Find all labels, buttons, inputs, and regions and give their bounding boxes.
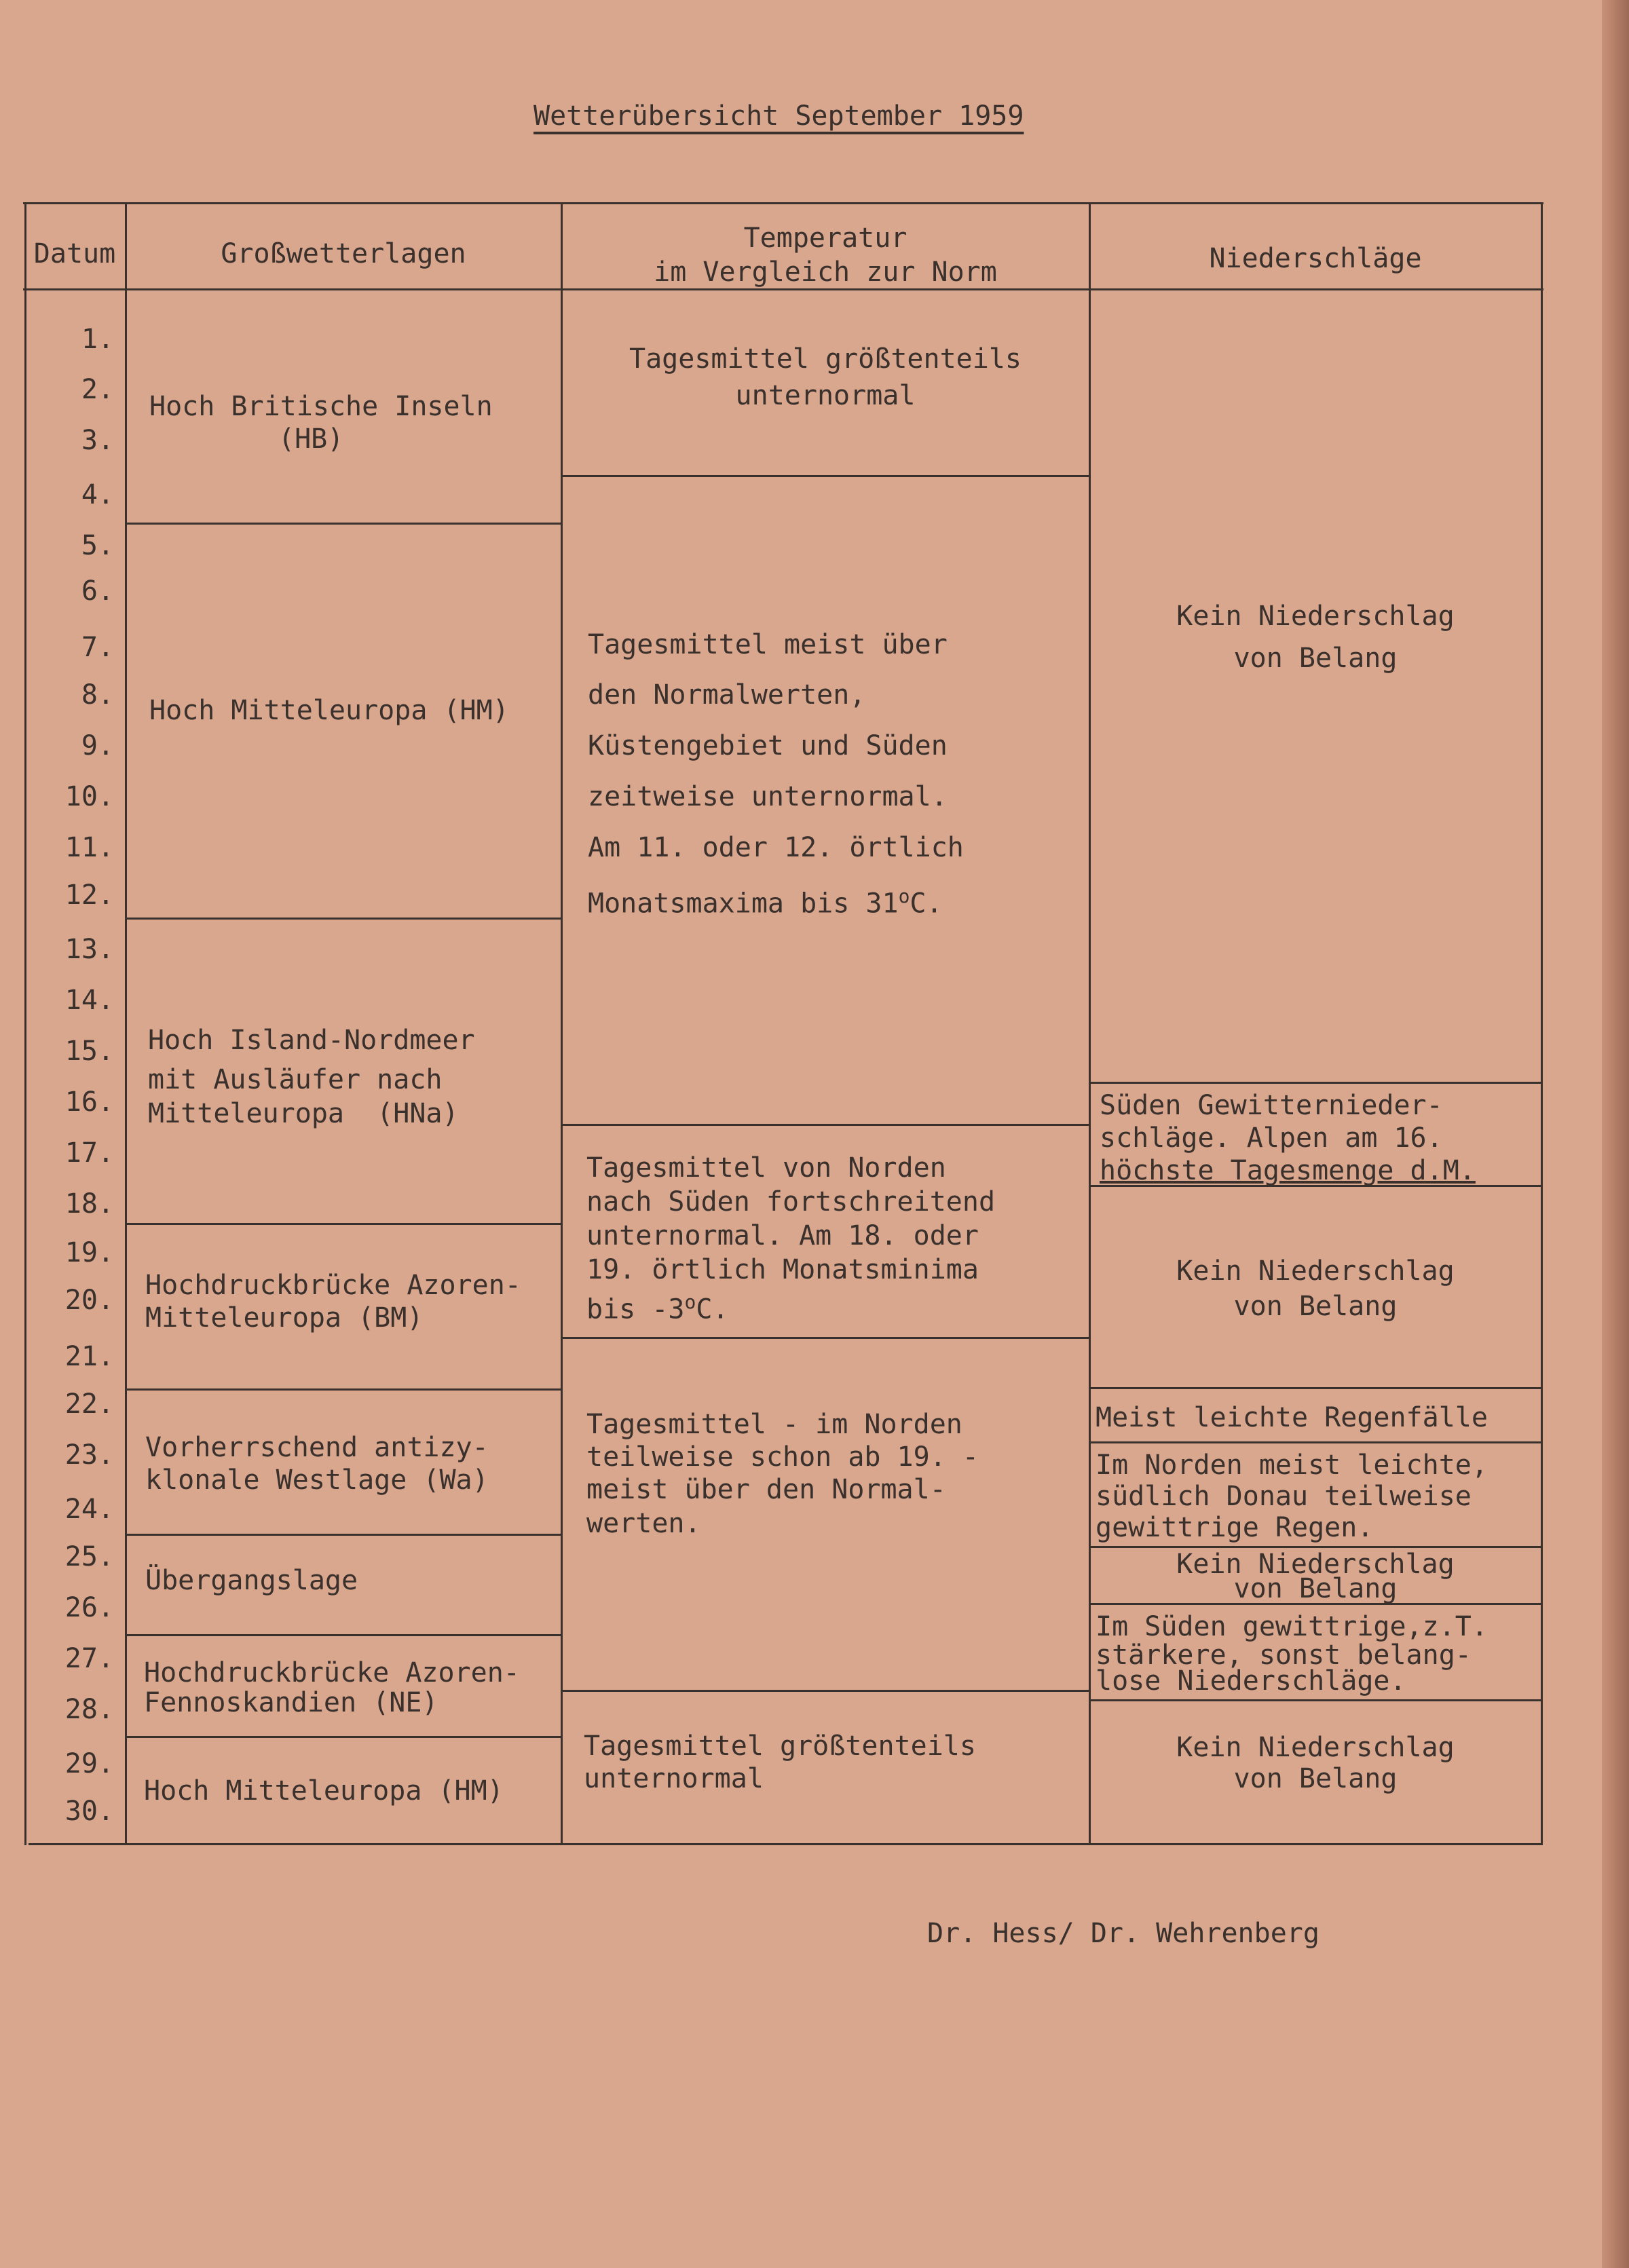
precip-divider	[1090, 1387, 1541, 1389]
precip-text-line: Süden Gewitternieder-	[1100, 1090, 1443, 1121]
date-cell: 24.	[64, 1494, 114, 1525]
date-cell: 21.	[64, 1341, 114, 1372]
gwl-divider	[126, 523, 561, 525]
gwl-text-line: Hochdruckbrücke Azoren-	[145, 1270, 521, 1301]
date-cell: 3.	[81, 425, 114, 456]
temp-text-line: den Normalwerten,	[588, 679, 866, 711]
temp-text-line: teilweise schon ab 19. -	[586, 1441, 979, 1473]
date-cell: 28.	[64, 1694, 114, 1725]
precip-text-line: stärkere, sonst belang-	[1096, 1640, 1472, 1671]
date-cell: 2.	[81, 374, 114, 405]
temp-text-segment: C.	[696, 1293, 729, 1325]
table-left-border	[24, 202, 26, 1845]
date-cell: 27.	[64, 1643, 114, 1674]
precip-divider	[1090, 1441, 1541, 1443]
temp-text-line: Tagesmittel von Norden	[586, 1152, 946, 1184]
date-cell: 6.	[81, 575, 114, 607]
gwl-text-line: Hoch Mitteleuropa (HM)	[149, 695, 509, 726]
precip-text-line: lose Niederschläge.	[1096, 1665, 1406, 1697]
temp-text-line: unternormal	[735, 380, 916, 411]
gwl-text-line: Mitteleuropa (HNa)	[148, 1098, 459, 1129]
precip-text-line: schläge. Alpen am 16.	[1100, 1122, 1443, 1154]
gwl-text-line: Hochdruckbrücke Azoren-	[144, 1657, 520, 1688]
temp-text-line: Tagesmittel größtenteils	[584, 1731, 976, 1762]
precip-text-line: von Belang	[1233, 643, 1398, 674]
date-cell: 23.	[64, 1439, 114, 1471]
column-divider-1	[125, 202, 127, 1845]
gwl-divider	[126, 1388, 561, 1391]
temp-divider	[562, 475, 1089, 477]
page-edge-shadow	[1602, 0, 1629, 2268]
precip-text-line: höchste Tagesmenge d.M.	[1100, 1155, 1476, 1186]
precip-text-line: südlich Donau teilweise	[1096, 1481, 1472, 1512]
gwl-text-line: mit Ausläufer nach	[148, 1064, 443, 1095]
gwl-text-line: Vorherrschend antizy-	[145, 1432, 489, 1463]
temp-text-line: Küstengebiet und Süden	[588, 730, 948, 761]
date-cell: 10.	[64, 781, 114, 812]
precip-text-line: Im Norden meist leichte,	[1096, 1450, 1488, 1481]
precip-divider	[1090, 1082, 1541, 1084]
header-grosswetterlagen: Großwetterlagen	[221, 238, 466, 269]
table-top-border	[23, 202, 1543, 204]
gwl-divider	[126, 1634, 561, 1636]
gwl-text-line: Mitteleuropa (BM)	[145, 1302, 424, 1334]
date-cell: 19.	[64, 1237, 114, 1268]
temp-text-segment: Monatsmaxima bis 31	[588, 888, 899, 920]
gwl-text-line: Übergangslage	[145, 1565, 358, 1596]
gwl-text-line: Hoch Britische Inseln	[149, 391, 493, 422]
date-cell: 1.	[81, 324, 114, 355]
degree-mark: o	[898, 885, 910, 907]
temp-text-line: unternormal	[584, 1763, 764, 1794]
temp-text-line: nach Süden fortschreitend	[586, 1186, 996, 1217]
gwl-text-line: Hoch Island-Nordmeer	[148, 1025, 475, 1056]
temp-text-line	[586, 1285, 729, 1326]
precip-text-line: Kein Niederschlag	[1176, 601, 1455, 632]
temp-divider	[562, 1337, 1089, 1339]
date-cell: 13.	[64, 934, 114, 965]
gwl-divider	[126, 1736, 561, 1738]
temp-text-line: 19. örtlich Monatsminima	[586, 1254, 979, 1285]
date-cell: 8.	[81, 679, 114, 711]
temp-divider	[562, 1690, 1089, 1692]
gwl-divider	[126, 1534, 561, 1536]
temp-divider	[562, 1124, 1089, 1126]
gwl-divider	[126, 918, 561, 920]
date-cell: 30.	[64, 1796, 114, 1827]
column-divider-2	[561, 202, 563, 1845]
precip-text-line: von Belang	[1233, 1763, 1398, 1794]
date-cell: 5.	[81, 530, 114, 561]
precip-text-line: Kein Niederschlag	[1176, 1255, 1455, 1287]
gwl-text-line: klonale Westlage (Wa)	[145, 1464, 489, 1496]
precip-text-line: gewittrige Regen.	[1096, 1512, 1374, 1543]
table-right-border	[1541, 202, 1543, 1845]
degree-mark: o	[684, 1291, 696, 1313]
date-cell: 7.	[81, 632, 114, 663]
header-niederschlaege: Niederschläge	[1209, 243, 1422, 274]
temp-text-segment: bis -3	[586, 1293, 685, 1325]
temp-text-line: Tagesmittel meist über	[588, 629, 948, 660]
page-title: Wetterübersicht September 1959	[533, 100, 1024, 132]
date-cell: 15.	[64, 1036, 114, 1067]
date-cell: 16.	[64, 1086, 114, 1118]
temp-text-line: werten.	[586, 1508, 701, 1539]
precip-text-line: Kein Niederschlag	[1176, 1732, 1455, 1763]
temp-text-line	[588, 880, 943, 920]
temp-text-line: meist über den Normal-	[586, 1474, 946, 1505]
temp-text-segment: C.	[910, 888, 943, 920]
precip-text-line: Im Süden gewittrige,z.T.	[1096, 1611, 1488, 1642]
date-cell: 18.	[64, 1188, 114, 1220]
date-cell: 12.	[64, 880, 114, 911]
precip-text-line: Kein Niederschlag	[1176, 1549, 1455, 1580]
temp-text-line: Tagesmittel - im Norden	[586, 1409, 962, 1440]
precip-divider	[1090, 1699, 1541, 1701]
signature: Dr. Hess/ Dr. Wehrenberg	[927, 1918, 1319, 1949]
temp-text-line: Am 11. oder 12. örtlich	[588, 832, 964, 863]
header-temperatur-line1: Temperatur	[743, 223, 907, 254]
header-temperatur-line2: im Vergleich zur Norm	[654, 257, 997, 288]
precip-text-line: Meist leichte Regenfälle	[1096, 1402, 1488, 1433]
temp-text-line: Tagesmittel größtenteils	[629, 343, 1022, 375]
gwl-text-line: Fennoskandien (NE)	[144, 1687, 438, 1718]
date-cell: 11.	[64, 832, 114, 863]
date-cell: 4.	[81, 479, 114, 510]
gwl-divider	[126, 1223, 561, 1225]
date-cell: 9.	[81, 730, 114, 761]
precip-text-line: von Belang	[1233, 1291, 1398, 1322]
date-cell: 14.	[64, 985, 114, 1016]
date-cell: 26.	[64, 1592, 114, 1623]
date-cell: 29.	[64, 1748, 114, 1779]
date-cell: 17.	[64, 1137, 114, 1169]
date-cell: 20.	[64, 1285, 114, 1316]
table-bottom-border	[29, 1843, 1541, 1845]
temp-text-line: unternormal. Am 18. oder	[586, 1220, 979, 1251]
gwl-text-line: Hoch Mitteleuropa (HM)	[144, 1775, 504, 1807]
temp-text-line: zeitweise unternormal.	[588, 781, 948, 812]
precip-text-line: von Belang	[1233, 1573, 1398, 1604]
date-cell: 25.	[64, 1541, 114, 1572]
date-cell: 22.	[64, 1388, 114, 1420]
header-datum: Datum	[33, 238, 116, 269]
gwl-text-line: (HB)	[278, 423, 344, 455]
